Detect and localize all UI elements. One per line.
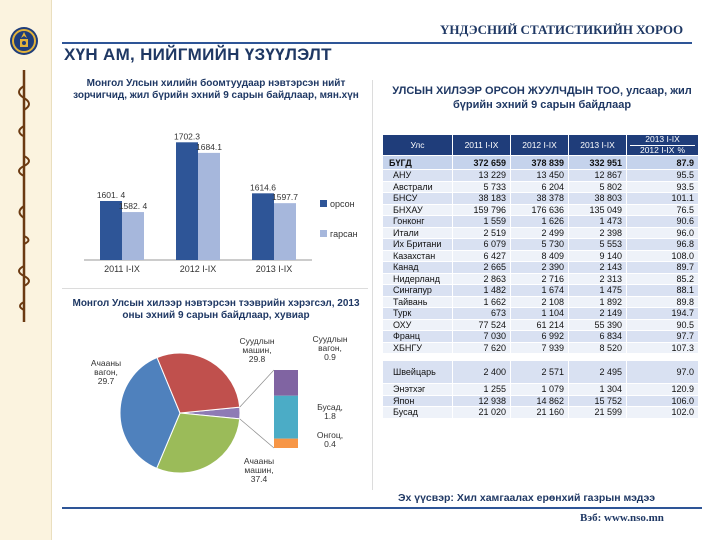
value-2012: 1 079: [511, 384, 569, 395]
ratio-denominator: 2012 I-IX: [639, 145, 675, 155]
value-ratio: 88.1: [627, 285, 699, 296]
value-2011: 12 938: [453, 396, 511, 407]
source-note: Эх үүсвэр: Хил хамгаалах ерөнхий газрын мэдээ: [398, 492, 656, 504]
header-divider: [62, 42, 692, 44]
country-name: Франц: [383, 331, 453, 342]
value-2012: 8 409: [511, 251, 569, 262]
value-2013: 9 140: [569, 251, 627, 262]
value-2011: 21 020: [453, 407, 511, 418]
value-2013: 1 475: [569, 285, 627, 296]
value-2013: 55 390: [569, 320, 627, 331]
value-2012: 5 730: [511, 239, 569, 250]
value-2012: 1 674: [511, 285, 569, 296]
value-2011: 6 079: [453, 239, 511, 250]
value-ratio: 120.9: [627, 384, 699, 395]
value-2011: 2 519: [453, 228, 511, 239]
value-2012: 2 571: [511, 361, 569, 383]
country-name: Канад: [383, 262, 453, 273]
value-2012: 21 160: [511, 407, 569, 418]
legend-label: гарсан: [330, 229, 358, 239]
value-ratio: 90.5: [627, 320, 699, 331]
bar-category-label: 2013 I-IX: [255, 264, 293, 274]
value-2011: 7 620: [453, 343, 511, 354]
pie-slice-label: Ачааны вагон, 29.7: [90, 358, 122, 386]
value-ratio: 96.0: [627, 228, 699, 239]
value-2012: 2 499: [511, 228, 569, 239]
value-2013: 6 834: [569, 331, 627, 342]
value-ratio: 96.8: [627, 239, 699, 250]
value-2011: 1 482: [453, 285, 511, 296]
value-2011: 2 400: [453, 361, 511, 383]
breakout-segment: [274, 370, 298, 396]
horizontal-divider: [62, 288, 368, 289]
table-row: [383, 193, 699, 204]
value-2013: 21 599: [569, 407, 627, 418]
country-name: Бусад: [383, 407, 453, 418]
table-row: [383, 251, 699, 262]
value-2013: 2 143: [569, 262, 627, 273]
value-2011: 1 255: [453, 384, 511, 395]
ratio-numerator: 2013 I-IX: [630, 135, 695, 146]
pie-slice-label: Ачааны машин, 37.4: [243, 456, 275, 484]
value-2013: 135 049: [569, 205, 627, 216]
country-name: Итали: [383, 228, 453, 239]
table-spacer-cell: [383, 354, 699, 360]
value-ratio: 106.0: [627, 396, 699, 407]
value-2013: 1 473: [569, 216, 627, 227]
value-2013: 12 867: [569, 170, 627, 181]
mongolian-script-ornament: [6, 66, 42, 326]
bar-exited-0: [122, 212, 144, 260]
tourists-by-country-table: [383, 134, 699, 419]
country-name: Швейцарь: [383, 361, 453, 383]
value-2012: 2 716: [511, 274, 569, 285]
value-2011: 2 863: [453, 274, 511, 285]
value-2011: 6 427: [453, 251, 511, 262]
country-name: Сингапур: [383, 285, 453, 296]
total-2011: 372 659: [453, 156, 511, 169]
total-2013: 332 951: [569, 156, 627, 169]
breakout-label: Бусад, 1.8: [317, 402, 343, 421]
value-2012: 2 390: [511, 262, 569, 273]
value-2012: 176 636: [511, 205, 569, 216]
bar-exited-2: [274, 203, 296, 260]
value-ratio: 107.3: [627, 343, 699, 354]
value-2013: 2 313: [569, 274, 627, 285]
country-name: Их Британи: [383, 239, 453, 250]
value-ratio: 194.7: [627, 308, 699, 319]
country-name: Гонконг: [383, 216, 453, 227]
value-2013: 15 752: [569, 396, 627, 407]
value-2011: 38 183: [453, 193, 511, 204]
table-row-total: [383, 156, 699, 169]
value-2012: 1 626: [511, 216, 569, 227]
value-ratio: 90.6: [627, 216, 699, 227]
column-header-2013: 2013 I-IX: [569, 135, 627, 155]
state-emblem-icon: [9, 26, 39, 56]
table-row: [383, 205, 699, 216]
total-name: БҮГД: [383, 156, 453, 169]
table-row: [383, 216, 699, 227]
pie-slice-label: Суудлын машин, 29.8: [239, 336, 275, 364]
bar-chart-title: Монгол Улсын хилийн боомтуудаар нэвтэрсэн нийт зорчигчид, жил бүрийн эхний 9 сарын байдлаар, мян.хүн: [73, 78, 359, 101]
ratio-percent-sign: %: [677, 145, 686, 155]
legend-swatch: [320, 200, 327, 207]
country-name: ХБНГУ: [383, 343, 453, 354]
bar-value-label: 1684.1: [196, 141, 222, 152]
value-2011: 7 030: [453, 331, 511, 342]
breakout-label: Онгоц, 0.4: [316, 430, 344, 449]
total-ratio: 87.9: [627, 156, 699, 169]
column-header-2011: 2011 I-IX: [453, 135, 511, 155]
value-ratio: 85.2: [627, 274, 699, 285]
value-ratio: 101.1: [627, 193, 699, 204]
value-2011: 673: [453, 308, 511, 319]
bar-value-label: 1702.3: [174, 131, 200, 142]
table-row: [383, 320, 699, 331]
value-ratio: 89.8: [627, 297, 699, 308]
country-name: Турк: [383, 308, 453, 319]
table-row: [383, 285, 699, 296]
value-2013: 5 553: [569, 239, 627, 250]
bar-value-label: 1614.6: [250, 182, 276, 193]
country-name: Энэтхэг: [383, 384, 453, 395]
country-name: Япон: [383, 396, 453, 407]
value-2011: 77 524: [453, 320, 511, 331]
bar-value-label: 1597.7: [272, 192, 298, 203]
pie-chart-title: Монгол Улсын хилээр нэвтэрсэн тээврийн хэрэгсэл, 2013 оны эхний 9 сарын байдлаар, хувиар: [72, 298, 360, 321]
value-ratio: 97.7: [627, 331, 699, 342]
table-row: [383, 274, 699, 285]
page-title: ХҮН АМ, НИЙГМИЙН ҮЗҮҮЛЭЛТ: [64, 45, 332, 64]
country-name: БНСУ: [383, 193, 453, 204]
column-header-ratio: [627, 135, 699, 155]
table-row: [383, 228, 699, 239]
value-2013: 1 304: [569, 384, 627, 395]
table-row: [383, 308, 699, 319]
table-row: [383, 170, 699, 181]
table-row: [383, 297, 699, 308]
left-decorative-strip: [0, 0, 52, 540]
column-header-2012: 2012 I-IX: [511, 135, 569, 155]
country-name: ОХУ: [383, 320, 453, 331]
table-row: [383, 343, 699, 354]
value-2011: 1 662: [453, 297, 511, 308]
value-ratio: 108.0: [627, 251, 699, 262]
bar-chart: [62, 112, 382, 282]
value-2012: 14 862: [511, 396, 569, 407]
country-name: Тайвань: [383, 297, 453, 308]
bar-value-label: 1582. 4: [118, 201, 148, 212]
value-2013: 38 803: [569, 193, 627, 204]
value-2013: 8 520: [569, 343, 627, 354]
value-2011: 5 733: [453, 182, 511, 193]
value-2011: 1 559: [453, 216, 511, 227]
country-name: Австрали: [383, 182, 453, 193]
value-2013: 2 495: [569, 361, 627, 383]
table-row: [383, 396, 699, 407]
legend-label: орсон: [330, 199, 355, 209]
bar-exited-1: [198, 153, 220, 260]
total-2012: 378 839: [511, 156, 569, 169]
pie-chart: [62, 326, 362, 491]
value-2013: 2 398: [569, 228, 627, 239]
breakout-label: Суудлын вагон, 0.9: [312, 334, 348, 362]
value-ratio: 95.5: [627, 170, 699, 181]
bar-value-label: 1601. 4: [96, 190, 126, 201]
country-name: БНХАУ: [383, 205, 453, 216]
value-2012: 61 214: [511, 320, 569, 331]
table-row-spacer: [383, 354, 699, 360]
country-name: Казахстан: [383, 251, 453, 262]
country-name: Нидерланд: [383, 274, 453, 285]
value-2012: 1 104: [511, 308, 569, 319]
value-2013: 5 802: [569, 182, 627, 193]
table-body: [383, 156, 699, 418]
value-2012: 6 204: [511, 182, 569, 193]
value-ratio: 76.5: [627, 205, 699, 216]
value-ratio: 102.0: [627, 407, 699, 418]
table-row: [383, 384, 699, 395]
value-2011: 2 665: [453, 262, 511, 273]
column-header-country: Улс: [383, 135, 453, 155]
website-link[interactable]: Вэб: www.nso.mn: [580, 512, 664, 524]
bar-category-label: 2012 I-IX: [179, 264, 217, 274]
value-2012: 7 939: [511, 343, 569, 354]
table-row: [383, 407, 699, 418]
bar-entered-1: [176, 142, 198, 260]
breakout-segment: [274, 439, 298, 448]
value-2012: 38 378: [511, 193, 569, 204]
table-row: [383, 239, 699, 250]
table-row: [383, 361, 699, 383]
table-row: [383, 331, 699, 342]
table-title: УЛСЫН ХИЛЭЭР ОРСОН ЖУУЛЧДЫН ТОО, улсаар, жил бүрийн эхний 9 сарын байдлаар: [392, 85, 692, 111]
legend-swatch: [320, 230, 327, 237]
value-2011: 13 229: [453, 170, 511, 181]
breakout-connector: [240, 370, 274, 407]
bar-category-label: 2011 I-IX: [104, 264, 140, 274]
value-2012: 2 108: [511, 297, 569, 308]
breakout-connector: [240, 419, 274, 448]
table-row: [383, 182, 699, 193]
value-ratio: 89.7: [627, 262, 699, 273]
value-2012: 6 992: [511, 331, 569, 342]
value-2012: 13 450: [511, 170, 569, 181]
value-2011: 159 796: [453, 205, 511, 216]
organization-name: ҮНДЭСНИЙ СТАТИСТИКИЙН ХОРОО: [440, 22, 684, 37]
table-row: [383, 262, 699, 273]
footer-divider: [62, 507, 702, 509]
breakout-segment: [274, 396, 298, 439]
value-ratio: 97.0: [627, 361, 699, 383]
table-header-row: [383, 135, 699, 155]
country-name: АНУ: [383, 170, 453, 181]
bar-entered-2: [252, 193, 274, 260]
value-2013: 2 149: [569, 308, 627, 319]
value-ratio: 93.5: [627, 182, 699, 193]
value-2013: 1 892: [569, 297, 627, 308]
